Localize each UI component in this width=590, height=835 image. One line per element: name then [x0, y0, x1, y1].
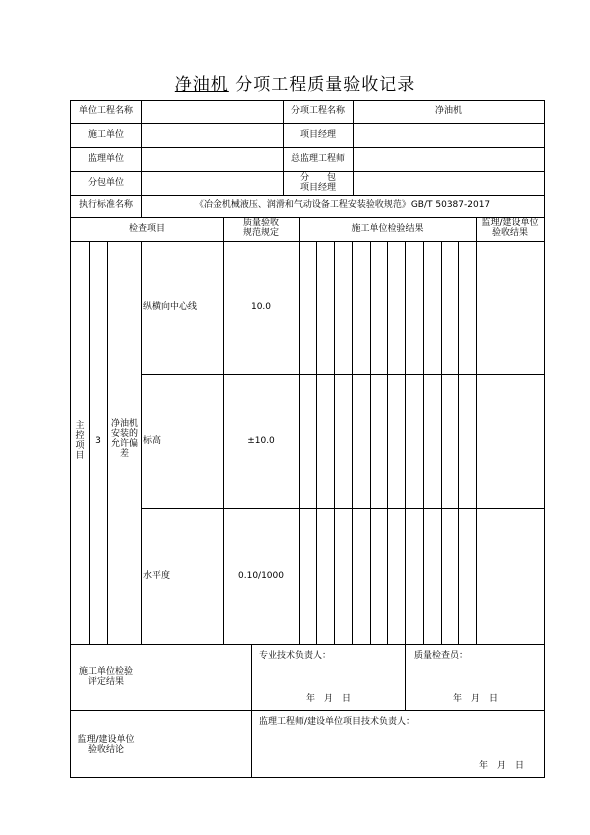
- quality-spec-header: 质量验收: [242, 218, 279, 228]
- col-line: [405, 241, 406, 644]
- supervisor-signature[interactable]: 监理工程师/建设单位项目技术负责人：: [259, 717, 416, 727]
- construction-results-header: 施工单位检验结果: [351, 224, 424, 234]
- project-manager-label: 项目经理: [299, 130, 336, 140]
- quality-inspector-signature[interactable]: 质量检查员：: [414, 651, 469, 661]
- supervision-eval-label: 验收结论: [87, 745, 124, 755]
- subcontract-pm-label: 分 包: [299, 173, 336, 183]
- row-line: [71, 217, 544, 218]
- col-line: [352, 241, 353, 644]
- col-line: [405, 644, 406, 710]
- row-line: [141, 374, 544, 375]
- construction-eval-label: 施工单位检验: [78, 667, 133, 677]
- col-line: [441, 241, 442, 644]
- subcontract-unit-label: 分包单位: [87, 178, 124, 188]
- quality-spec-header: 规范规定: [242, 228, 279, 238]
- inspector-date[interactable]: 年 月 日: [453, 694, 499, 704]
- item-group-label: 净油机安装的允许偏差: [110, 419, 138, 459]
- row-line: [71, 644, 544, 645]
- subcontract-pm-label: 项目经理: [299, 183, 336, 193]
- construction-eval-label: 评定结果: [87, 677, 124, 687]
- col-line: [334, 241, 335, 644]
- item-spec: ±10.0: [247, 436, 275, 446]
- col-line: [316, 241, 317, 644]
- sub-project-value[interactable]: 净油机: [434, 106, 462, 116]
- title-text: 分项工程质量验收记录: [235, 75, 416, 95]
- item-number: 3: [95, 436, 101, 446]
- check-items-header: 检查项目: [128, 224, 165, 234]
- unit-project-label: 单位工程名称: [78, 106, 133, 116]
- col-line: [251, 644, 252, 777]
- col-line: [387, 241, 388, 644]
- title-subject: 净油机: [174, 75, 229, 95]
- item-name: 纵横向中心线: [143, 302, 198, 312]
- item-name: 标高: [143, 436, 162, 446]
- col-line: [476, 217, 477, 644]
- sub-project-label: 分项工程名称: [290, 106, 345, 116]
- col-line: [370, 241, 371, 644]
- tech-lead-signature[interactable]: 专业技术负责人：: [259, 651, 332, 661]
- supervision-date[interactable]: 年 月 日: [479, 761, 525, 771]
- standard-value: 《冶金机械液压、润滑和气动设备工程安装验收规范》GB/T 50387-2017: [194, 200, 491, 210]
- supervision-results-header: 验收结果: [491, 228, 528, 238]
- main-control-category: 主控项目: [75, 421, 85, 461]
- page-title: [0, 70, 590, 95]
- item-spec: 0.10/1000: [238, 571, 284, 581]
- supervision-results-header: 监理/建设单位: [481, 218, 539, 228]
- col-line: [458, 241, 459, 644]
- row-line: [71, 710, 544, 711]
- supervision-eval-label: 监理/建设单位: [77, 735, 135, 745]
- col-line: [141, 241, 142, 644]
- col-line: [299, 217, 300, 644]
- acceptance-form: [70, 100, 545, 778]
- item-spec: 10.0: [250, 302, 272, 312]
- chief-supervisor-label: 总监理工程师: [290, 154, 345, 164]
- standard-label: 执行标准名称: [78, 200, 133, 210]
- construction-unit-label: 施工单位: [87, 130, 124, 140]
- supervision-unit-label: 监理单位: [87, 154, 124, 164]
- item-name: 水平度: [143, 571, 171, 581]
- col-line: [423, 241, 424, 644]
- row-line: [141, 508, 544, 509]
- construction-date[interactable]: 年 月 日: [306, 694, 352, 704]
